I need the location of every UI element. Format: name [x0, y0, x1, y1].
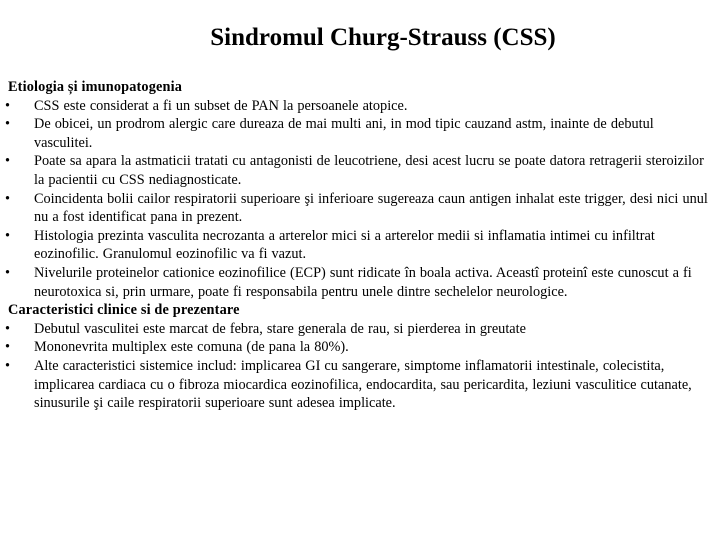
bullet-icon: • — [5, 264, 11, 281]
bullet-text: CSS este considerat a fi un subset de PAN la persoanele atopice. — [34, 97, 408, 114]
bullet-icon: • — [5, 227, 11, 244]
bullet-icon: • — [5, 190, 11, 207]
bullet-item — [5, 190, 708, 227]
slide-content — [5, 78, 708, 413]
bullet-text: De obicei, un prodrom alergic care dureaza de mai multi ani, in mod tipic cauzand astm, inainte de debutul vasculitei. — [34, 116, 654, 151]
bullet-item — [5, 264, 708, 301]
bullet-text: Nivelurile proteinelor cationice eozinofilice (ECP) sunt ridicate în boala activa. Aceastî proteinî este cunoscut a fi neurotoxica si, prin urmare, poate fi responsabila pentru unele dintre sechelelor neurologice. — [34, 264, 692, 300]
bullet-item — [5, 338, 708, 357]
bullet-item — [5, 227, 708, 264]
bullet-icon: • — [5, 357, 11, 374]
bullet-list-etiologia — [5, 97, 708, 302]
bullet-item — [5, 320, 708, 339]
section-heading-etiologia: Etiologia și imunopatogenia — [8, 79, 183, 95]
bullet-text: Alte caracteristici sistemice includ: implicarea GI cu sangerare, simptome inflamatorii intestinale, colecistita, implicarea cardiaca cu o fibroza miocardica eozinofilica, endocardita, sau pericardita, leziuni vasculitice cutanate, sinusurile şi caile respiratorii superioare sunt adesea implicate. — [34, 357, 692, 412]
bullet-icon: • — [5, 339, 11, 356]
section-heading-caracteristici: Caracteristici clinice si de prezentare — [8, 302, 240, 319]
bullet-item — [5, 152, 708, 189]
page-title: Sindromul Churg-Strauss (CSS) — [210, 24, 556, 51]
bullet-text: Poate sa apara la astmaticii tratati cu antagonisti de leucotriene, desi acest lucru se poate datora retragerii steroizilor la pacientii cu CSS nediagnosticate. — [34, 153, 704, 188]
bullet-text: Debutul vasculitei este marcat de febra, stare generala de rau, si pierderea in greutate — [34, 320, 526, 337]
bullet-icon: • — [5, 320, 11, 337]
bullet-icon: • — [5, 116, 11, 133]
bullet-list-caracteristici — [5, 320, 708, 413]
bullet-icon: • — [5, 97, 11, 114]
bullet-text: Coincidenta bolii cailor respiratorii superioare şi inferioare sugereaza caun antigen inhalat este trigger, desi nici unul nu a fost identificat pana in prezent. — [34, 190, 708, 226]
bullet-icon: • — [5, 153, 11, 170]
bullet-text: Histologia prezinta vasculita necrozanta a arterelor mici si a arterelor medii si inflamatia intimei cu infiltrat eozinofilic. Granulomul eozinofilic va fi vazut. — [34, 227, 655, 263]
bullet-item — [5, 357, 708, 413]
bullet-item — [5, 115, 708, 152]
bullet-item — [5, 97, 708, 116]
bullet-text: Mononevrita multiplex este comuna (de pana la 80%). — [34, 339, 349, 356]
